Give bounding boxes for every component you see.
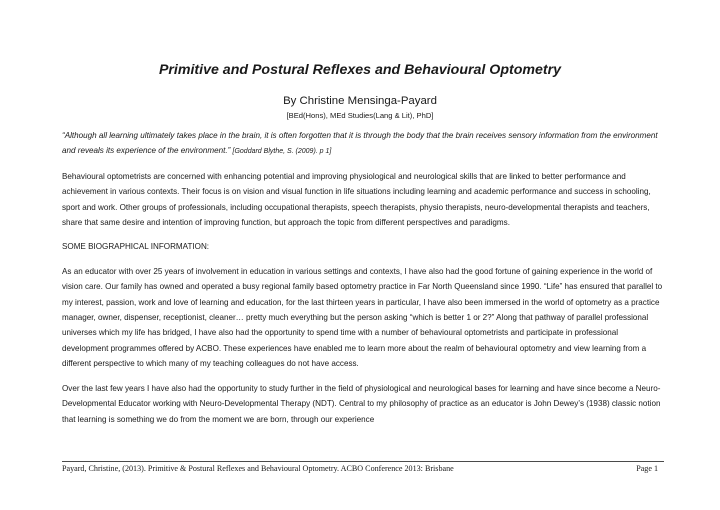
document-title: Primitive and Postural Reflexes and Behavioural Optometry (158, 62, 562, 78)
footer-divider (62, 461, 664, 462)
page-number: Page 1 (636, 464, 658, 473)
footer-citation: Payard, Christine, (2013). Primitive & Postural Reflexes and Behavioural Optometry. ACBO Conference 2013: Brisbane (62, 464, 454, 473)
paragraph-study: Over the last few years I have also had the opportunity to study further in the field of physiological and neurological bases for learning and have since become a Neuro-Developmental Educator working with Neuro-Developmental Therapy (NDT). Central to my philosophy of practice as an educator is John Dewey’s (1938) classic notion that learning is something we do from the moment we are born, through our experience (62, 383, 661, 424)
author-line: By Christine Mensinga-Payard (283, 95, 437, 107)
paragraph-biography: As an educator with over 25 years of involvement in education in various settings and contexts, I have also had the good fortune of gaining experience in the world of vision care. Our family has owned and operated a busy regional family based optometry practice in Far North Queensland since 1990. “Life” has ensured that parallel to my interest, passion, work and love of learning and education, for the last thirteen years in particular, I have also been immersed in the world of optometry as a practice manager, owner, dispenser, receptionist, cleaner… pretty much everything but the person asking “which is better 1 or 2?” Along that pathway of parallel professional universes which my life has bridged, I have also had the opportunity to spend time with a number of behavioural optometrists and participate in professional development programmes offered by ACBO. These experiences have enabled me to learn more about the realm of behavioural optometry and view learning from a different perspective to which many of my teaching colleagues do not have access. (62, 266, 663, 369)
epigraph-quote (62, 128, 664, 160)
document-body (62, 128, 664, 436)
paragraph-intro: Behavioural optometrists are concerned with enhancing potential and improving physiological and neurological skills that are linked to better performance and achievement in various contexts. Their focus is on vision and visual function in life situations including learning and academic performance and success in schooling, sport and work. Other groups of professionals, including occupational therapists, speech therapists, physio therapists, neuro-developmental therapists and teachers, share that same desire and intention of improving function, but approach the topic from different perspectives and paradigms. (62, 171, 651, 228)
quote-citation: [Goddard Blythe, S. (2009). p 1] (232, 148, 332, 156)
section-heading-biographical: SOME BIOGRAPHICAL INFORMATION: (62, 242, 210, 252)
author-credentials: [BEd(Hons), MEd Studies(Lang & Lit), PhD] (286, 111, 434, 120)
quote-text: “Although all learning ultimately takes place in the brain, it is often forgotten that it is through the body that the brain receives sensory information from the environment and reveals its experience of the environment.” (62, 131, 658, 156)
